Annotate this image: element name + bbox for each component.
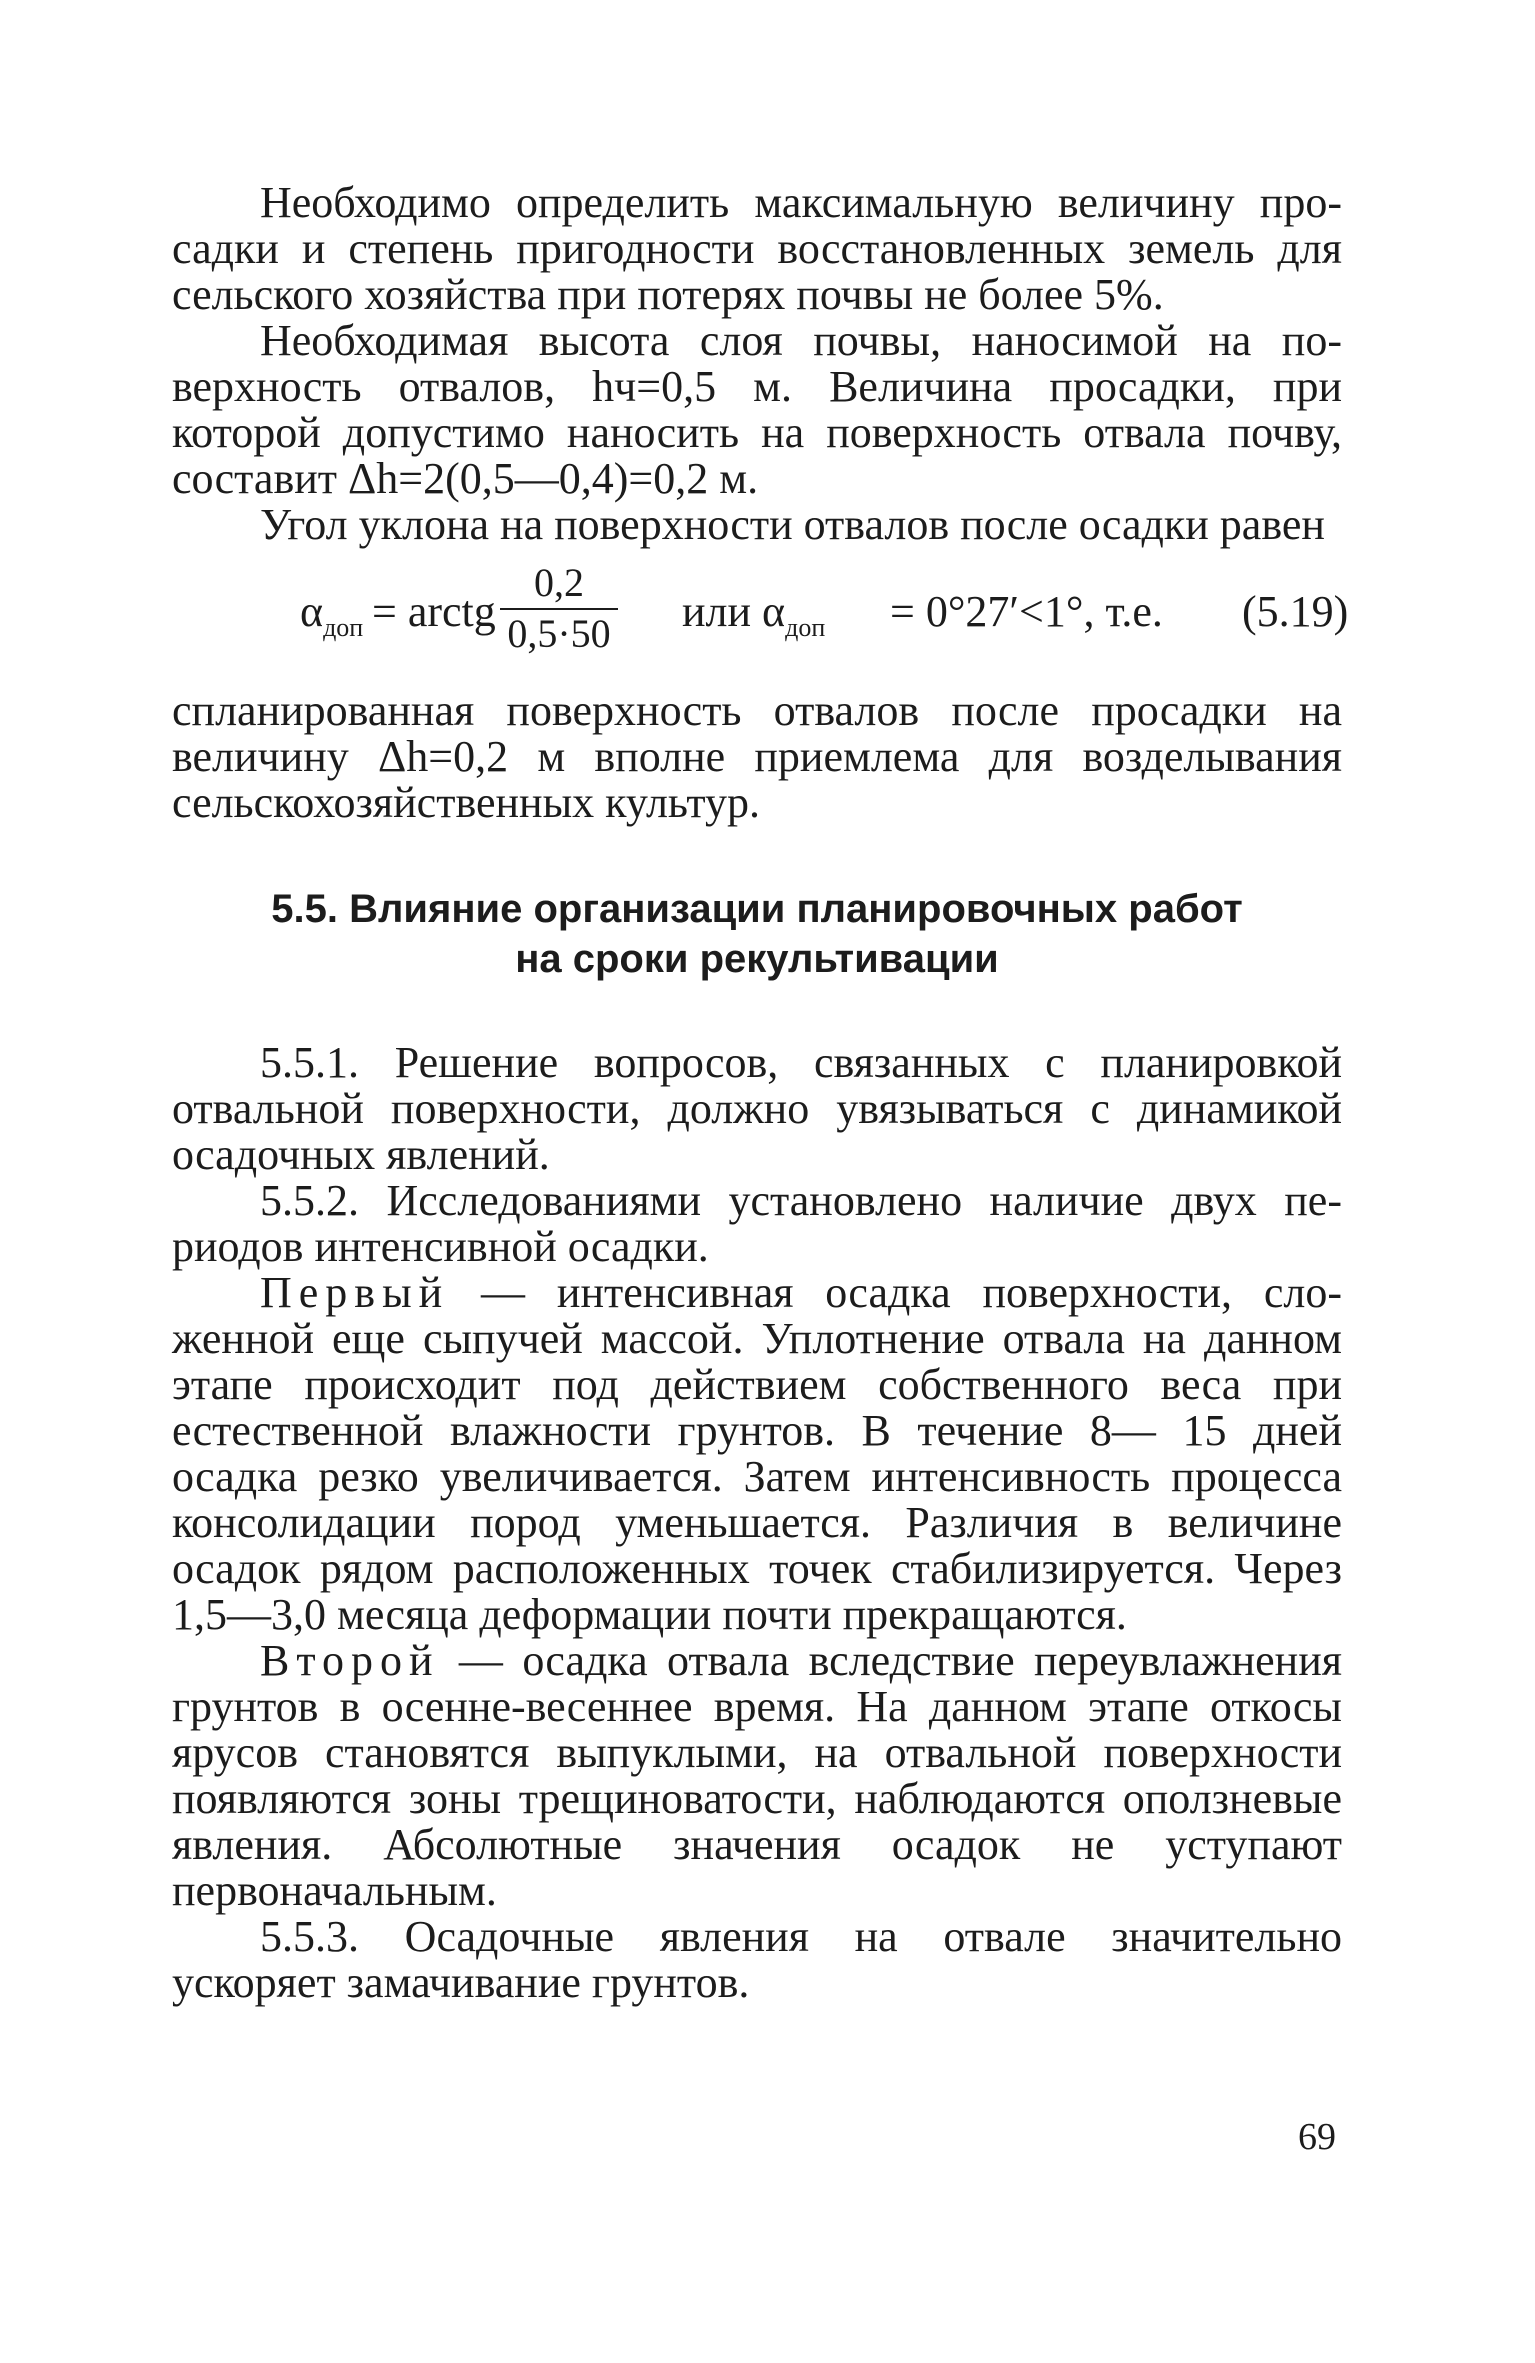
paragraph-5-5-1: 5.5.1. Решение вопросов, связанных с планировкой отвальной поверхности, должно увязываться с динамикой осадочных явлений. — [172, 1038, 1342, 1179]
paragraph-slope: Угол уклона на поверхности отвалов после осадки равен — [260, 500, 1325, 549]
first-period-text: — интенсивная осадка поверхности, сложенной еще сыпучей массой. Уплотнение отвала на данном этапе происходит под действием собственного веса при естественной влажности грунтов. В течение 8— 15 дней осадка резко увеличивается. Затем интенсивность процесса консолидации пород уменьшается. Различия в величине осадок рядом расположенных точек стабилизируется. Через 1,5—3,0 месяца деформации почти прекращаются. — [172, 1268, 1342, 1639]
formula-denominator: 0,5·50 — [507, 611, 611, 656]
second-period-text: — осадка отвала вследствие переувлажнения грунтов в осенне-весеннее время. На данном этапе откосы ярусов становятся выпуклыми, на отвальной поверхности появляются зоны трещиноватости, наблюдаются оползневые явления. Абсолютные значения осадок не уступают первоначальным. — [172, 1636, 1342, 1915]
formula-numerator: 0,2 — [500, 558, 618, 610]
paragraph-5-5-3: 5.5.3. Осадочные явления на отвале значительно ускоряет замачивание грунтов. — [172, 1912, 1342, 2007]
page-body — [172, 178, 1349, 2007]
paragraph-first-period — [172, 1270, 1342, 1638]
formula-number: (5.19) — [1242, 587, 1349, 636]
paragraph-intro: Необходимо определить максимальную величину просадки и степень пригодности восстановленных земель для сельского хозяйства при потерях почвы не более 5%. — [172, 178, 1342, 319]
formula-arctg: = arctg — [372, 587, 496, 636]
section-title-line2: на сроки рекультивации — [515, 937, 999, 981]
second-period-label: Второй — [260, 1636, 440, 1685]
formula-fraction — [500, 558, 618, 658]
formula-or-alpha: или $\alpha_{доп}$ — [682, 587, 826, 642]
formula-5-19 — [172, 558, 1349, 688]
paragraph-5-5-2: 5.5.2. Исследованиями установлено наличие двух периодов интенсивной осадки. — [172, 1176, 1342, 1271]
section-title-line1: 5.5. Влияние организации планировочных работ — [271, 887, 1243, 931]
formula-value: = 0°27′<1°, т.е. — [890, 587, 1163, 636]
paragraph-soil-height: Необходимая высота слоя почвы, наносимой на поверхность отвалов, hч=0,5 м. Величина просадки, при которой допустимо наносить на поверхность отвала почву, составит Δh=2(0,5—0,4)=0,2 м. — [172, 316, 1342, 503]
formula-alpha: $\alpha_{доп}$ — [300, 587, 364, 642]
first-period-label: Первый — [260, 1268, 450, 1317]
paragraph-second-period — [172, 1638, 1342, 1914]
section-title — [172, 884, 1342, 984]
page-number: 69 — [1298, 2116, 1336, 2158]
paragraph-after-formula: спланированная поверхность отвалов после просадки на величину Δh=0,2 м вполне приемлема для возделывания сельскохозяйственных культур. — [172, 686, 1342, 827]
